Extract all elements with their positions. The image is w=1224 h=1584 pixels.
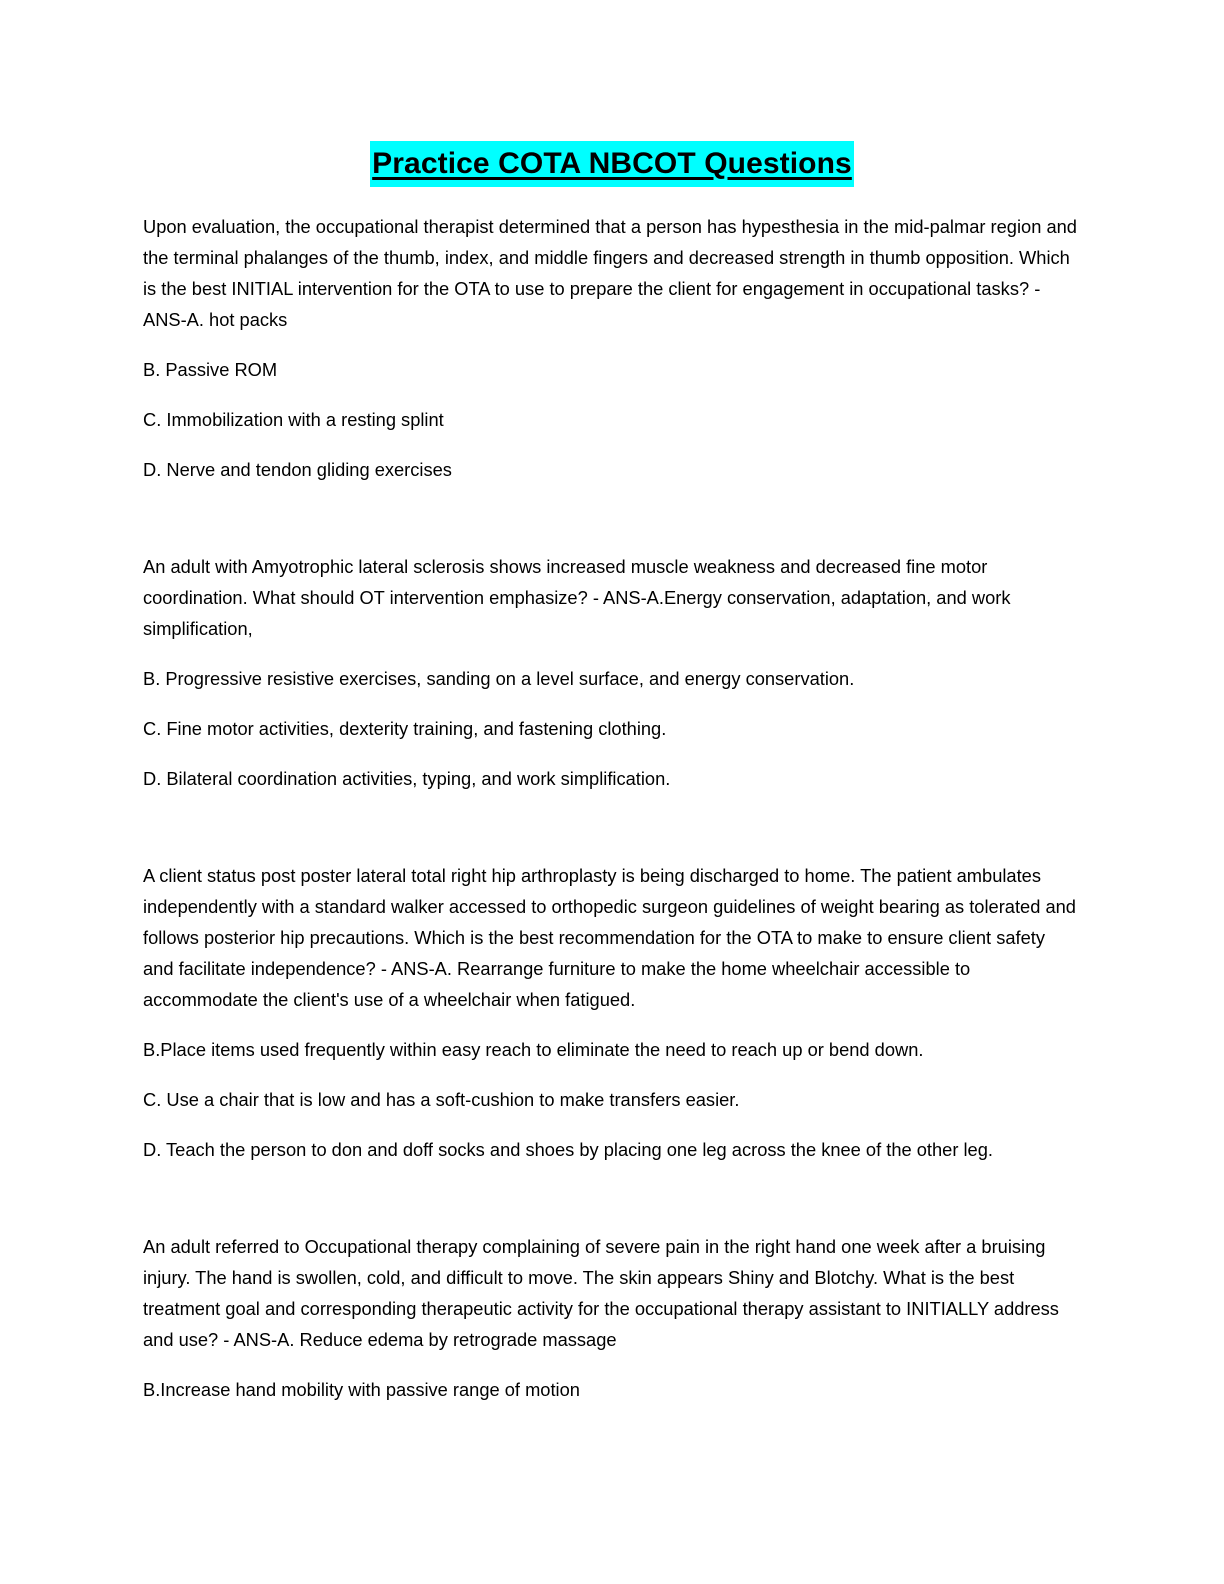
question-stem: An adult referred to Occupational therapy complaining of severe pain in the right hand one week after a bruising injury. The hand is swollen, cold, and difficult to move. The skin appears Shiny and Blotchy. What is the best treatment goal and corresponding therapeutic activity for the occupational therapy assistant to INITIALLY address and use? - ANS-A. Reduce edema by retrograde massage [143,1236,1059,1350]
answer-option: B. Progressive resistive exercises, sanding on a level surface, and energy conservation. [143,668,855,689]
question-stem: An adult with Amyotrophic lateral sclerosis shows increased muscle weakness and decreased fine motor coordination. What should OT intervention emphasize? - ANS-A.Energy conservation, adaptation, and work simplification, [143,556,1011,639]
answer-option: D. Nerve and tendon gliding exercises [143,459,452,480]
answer-option: C. Use a chair that is low and has a soft-cushion to make transfers easier. [143,1089,740,1110]
answer-option: D. Bilateral coordination activities, typing, and work simplification. [143,768,671,789]
document-body [143,211,1078,1405]
question-stem: Upon evaluation, the occupational therapist determined that a person has hypesthesia in the mid-palmar region and the terminal phalanges of the thumb, index, and middle fingers and decreased strength in thumb opposition. Which is the best INITIAL intervention for the OTA to use to prepare the client for engagement in occupational tasks? - ANS-A. hot packs [143,216,1077,330]
answer-option: C. Fine motor activities, dexterity training, and fastening clothing. [143,718,667,739]
answer-option: B.Place items used frequently within easy reach to eliminate the need to reach up or bend down. [143,1039,924,1060]
title-container [0,141,1224,187]
answer-option: D. Teach the person to don and doff socks and shoes by placing one leg across the knee of the other leg. [143,1139,993,1160]
page-title: Practice COTA NBCOT Questions [370,141,854,187]
answer-option: C. Immobilization with a resting splint [143,409,444,430]
question-stem: A client status post poster lateral total right hip arthroplasty is being discharged to home. The patient ambulates independently with a standard walker accessed to orthopedic surgeon guidelines of weight bearing as tolerated and follows posterior hip precautions. Which is the best recommendation for the OTA to make to ensure client safety and facilitate independence? - ANS-A. Rearrange furniture to make the home wheelchair accessible to accommodate the client's use of a wheelchair when fatigued. [143,865,1076,1010]
answer-option: B.Increase hand mobility with passive range of motion [143,1379,580,1400]
answer-option: B. Passive ROM [143,359,278,380]
